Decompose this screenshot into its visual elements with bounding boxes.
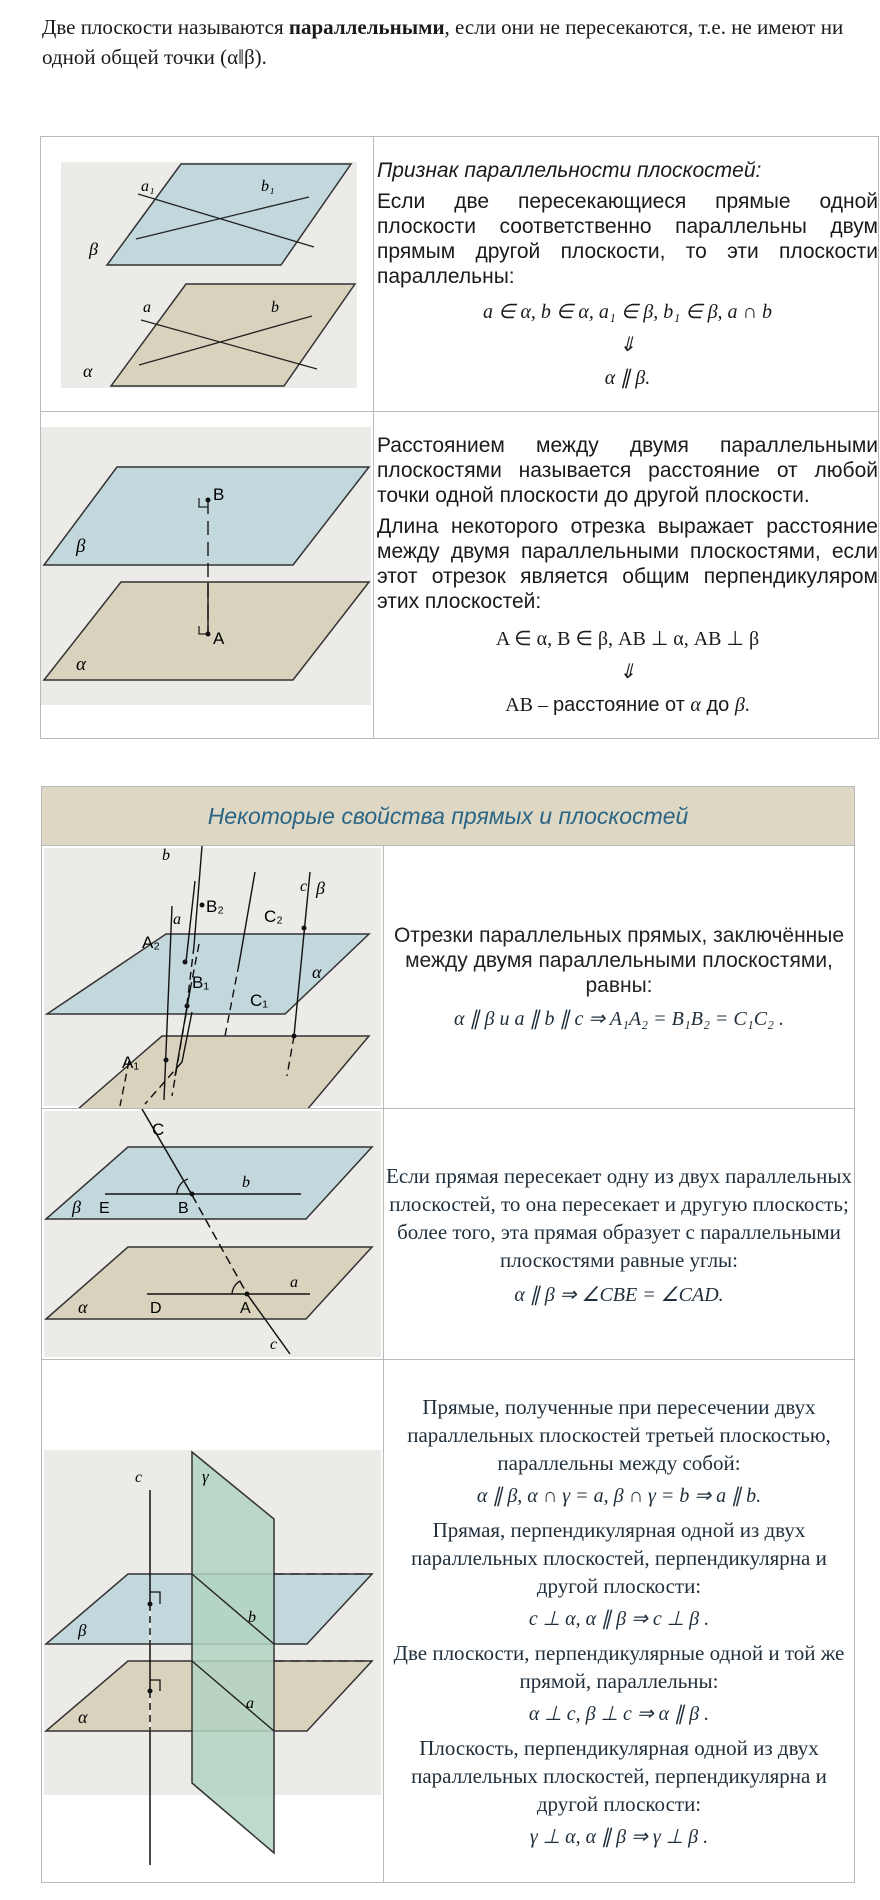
distance-row <box>41 412 879 739</box>
fig4-label-A: A <box>240 1300 251 1317</box>
fig5-label-beta: β <box>78 1621 87 1640</box>
properties-header-row <box>42 787 855 846</box>
fig1-label-b1: b₁ <box>261 178 275 195</box>
property-3-text-1: Прямые, полученные при пересечении двух параллельных плоскостей третьей плоскостью, параллельны между собой: <box>407 1395 831 1475</box>
distance-definition: Расстоянием между двумя параллельными плоскостями называется расстояние от любой точки одной плоскости до другой плоскости. <box>377 434 878 507</box>
fig2-label-beta: β <box>76 536 86 557</box>
figure-2-distance <box>41 412 373 738</box>
property-1-text-cell <box>384 846 855 1109</box>
fig3-label-B2: B₂ <box>206 897 224 916</box>
property-3-formula-3: α ⊥ c, β ⊥ c ⇒ α ∥ β . <box>528 1703 710 1725</box>
property-row-3 <box>42 1360 855 1883</box>
property-3-text-3: Две плоскости, перпендикулярные одной и той же прямой, параллельны: <box>393 1641 845 1693</box>
intro-paragraph <box>42 12 862 72</box>
criterion-text: Если две пересекающиеся прямые одной плоскости соответственно параллельны двум прямым другой плоскости, то эти плоскости параллельны: <box>377 190 878 288</box>
fig2-label-B: B <box>213 485 225 504</box>
fig3-label-alpha: α <box>312 962 322 982</box>
fig5-label-c: c <box>135 1469 143 1486</box>
fig5-label-a: a <box>246 1695 254 1712</box>
property-3-text-cell <box>384 1360 855 1883</box>
property-2-text-cell <box>384 1109 855 1360</box>
property-row-2 <box>42 1109 855 1360</box>
fig4-label-a: a <box>290 1274 298 1291</box>
figure-4-cell <box>42 1109 384 1360</box>
fig5-label-b: b <box>248 1609 256 1626</box>
figure-2-cell <box>41 412 374 739</box>
fig3-label-B1: B₁ <box>192 973 210 992</box>
fig1-label-a1: a₁ <box>141 178 155 195</box>
property-row-1 <box>42 846 855 1109</box>
intro-text-2: , если они не пересекаются, т.е. не имеют ни одной общей точки (α‖β). <box>42 15 844 69</box>
figure-5-third-plane <box>42 1360 383 1882</box>
fig5-label-alpha: α <box>78 1707 88 1727</box>
fig4-label-D: D <box>150 1300 162 1317</box>
fig1-label-alpha: α <box>83 361 93 381</box>
figure-4-transversal <box>42 1109 383 1359</box>
fig4-label-C: C <box>152 1120 165 1139</box>
property-1-formula: α ∥ β и a ∥ b ∥ c ⇒ A₁A₂ = B₁B₂ = C₁C₂ . <box>454 1008 784 1030</box>
property-3-formula-4: γ ⊥ α, α ∥ β ⇒ γ ⊥ β . <box>529 1826 709 1848</box>
fig4-label-alpha: α <box>78 1297 88 1317</box>
figure-3-cell <box>42 846 384 1109</box>
fig3-label-A2: A₂ <box>142 933 160 952</box>
property-2-formula: α ∥ β ⇒ ∠CBE = ∠CAD. <box>514 1283 724 1306</box>
criterion-text-cell: Признак параллельности плоскостей: Если две пересекающиеся прямые одной плоскости соответственно параллельны двум прямым другой плоскости, то эти плоскости параллельны: a ∈ α, b ∈ α, a₁ ∈ β, b₁ ∈ β, a ∩ b ⇓ α ∥ β. <box>374 137 879 412</box>
fig4-label-E: E <box>99 1200 110 1217</box>
fig3-label-b: b <box>162 847 170 864</box>
distance-formula-2: AB – расстояние от α до β. <box>505 694 750 716</box>
figure-5-cell <box>42 1360 384 1883</box>
property-3-formula-2: c ⊥ α, α ∥ β ⇒ c ⊥ β . <box>528 1608 710 1630</box>
fig3-label-C2: C₂ <box>264 907 283 926</box>
criterion-title: Признак параллельности плоскостей <box>377 159 756 182</box>
property-1-text: Отрезки параллельных прямых, заключённые между двумя параллельными плоскостями, равны: <box>393 924 845 997</box>
properties-header: Некоторые свойства прямых и плоскостей <box>42 787 855 846</box>
property-3-text-2: Прямая, перпендикулярная одной из двух параллельных плоскостей, перпендикулярна и другой плоскости: <box>411 1518 827 1598</box>
fig2-label-alpha: α <box>76 654 86 675</box>
distance-text-cell <box>374 412 879 739</box>
fig1-label-beta: β <box>89 239 98 259</box>
fig3-label-c: c <box>300 878 308 895</box>
fig3-label-beta: β <box>316 878 325 898</box>
fig4-label-B: B <box>178 1200 189 1217</box>
criterion-formula-2: α ∥ β. <box>604 367 651 389</box>
property-3-formula-1: α ∥ β, α ∩ γ = a, β ∩ γ = b ⇒ a ∥ b. <box>476 1485 762 1507</box>
intro-text-1: Две плоскости называются <box>42 15 289 39</box>
parallel-planes-table <box>40 136 879 739</box>
properties-table <box>41 786 855 1883</box>
figure-1-parallel-planes <box>41 137 373 411</box>
fig3-label-C1: C₁ <box>250 991 269 1010</box>
criterion-arrow: ⇓ <box>619 334 636 356</box>
figure-1-cell <box>41 137 374 412</box>
fig4-label-beta: β <box>72 1197 81 1217</box>
fig5-label-gamma: γ <box>202 1467 209 1486</box>
figure-3-parallel-segments <box>42 846 383 1108</box>
criterion-row <box>41 137 879 412</box>
distance-arrow: ⇓ <box>619 661 636 683</box>
intro-bold-term: параллельными <box>288 15 445 39</box>
fig3-label-a: a <box>173 911 181 928</box>
fig4-label-c: c <box>270 1336 278 1353</box>
fig4-label-b: b <box>242 1174 250 1191</box>
fig3-label-A1: A₁ <box>122 1053 140 1072</box>
property-2-text: Если прямая пересекает одну из двух параллельных плоскостей, то она пересекает и другую плоскость; более того, эта прямая образует с параллельными плоскостями равные углы: <box>386 1163 852 1272</box>
fig1-label-a: a <box>143 299 151 316</box>
distance-formula-1: A ∈ α, B ∈ β, AB ⊥ α, AB ⊥ β <box>495 628 760 650</box>
criterion-formula-1: a ∈ α, b ∈ α, a₁ ∈ β, b₁ ∈ β, a ∩ b <box>483 301 772 323</box>
distance-perpendicular-text: Длина некоторого отрезка выражает расстояние между двумя параллельными плоскостями, если этот отрезок является общим перпендикуляром этих плоскостей: <box>377 515 878 613</box>
property-3-text-4: Плоскость, перпендикулярная одной из двух параллельных плоскостей, перпендикулярна и другой плоскости: <box>411 1736 827 1816</box>
fig1-label-b: b <box>271 299 279 316</box>
fig2-label-A: A <box>213 629 225 648</box>
